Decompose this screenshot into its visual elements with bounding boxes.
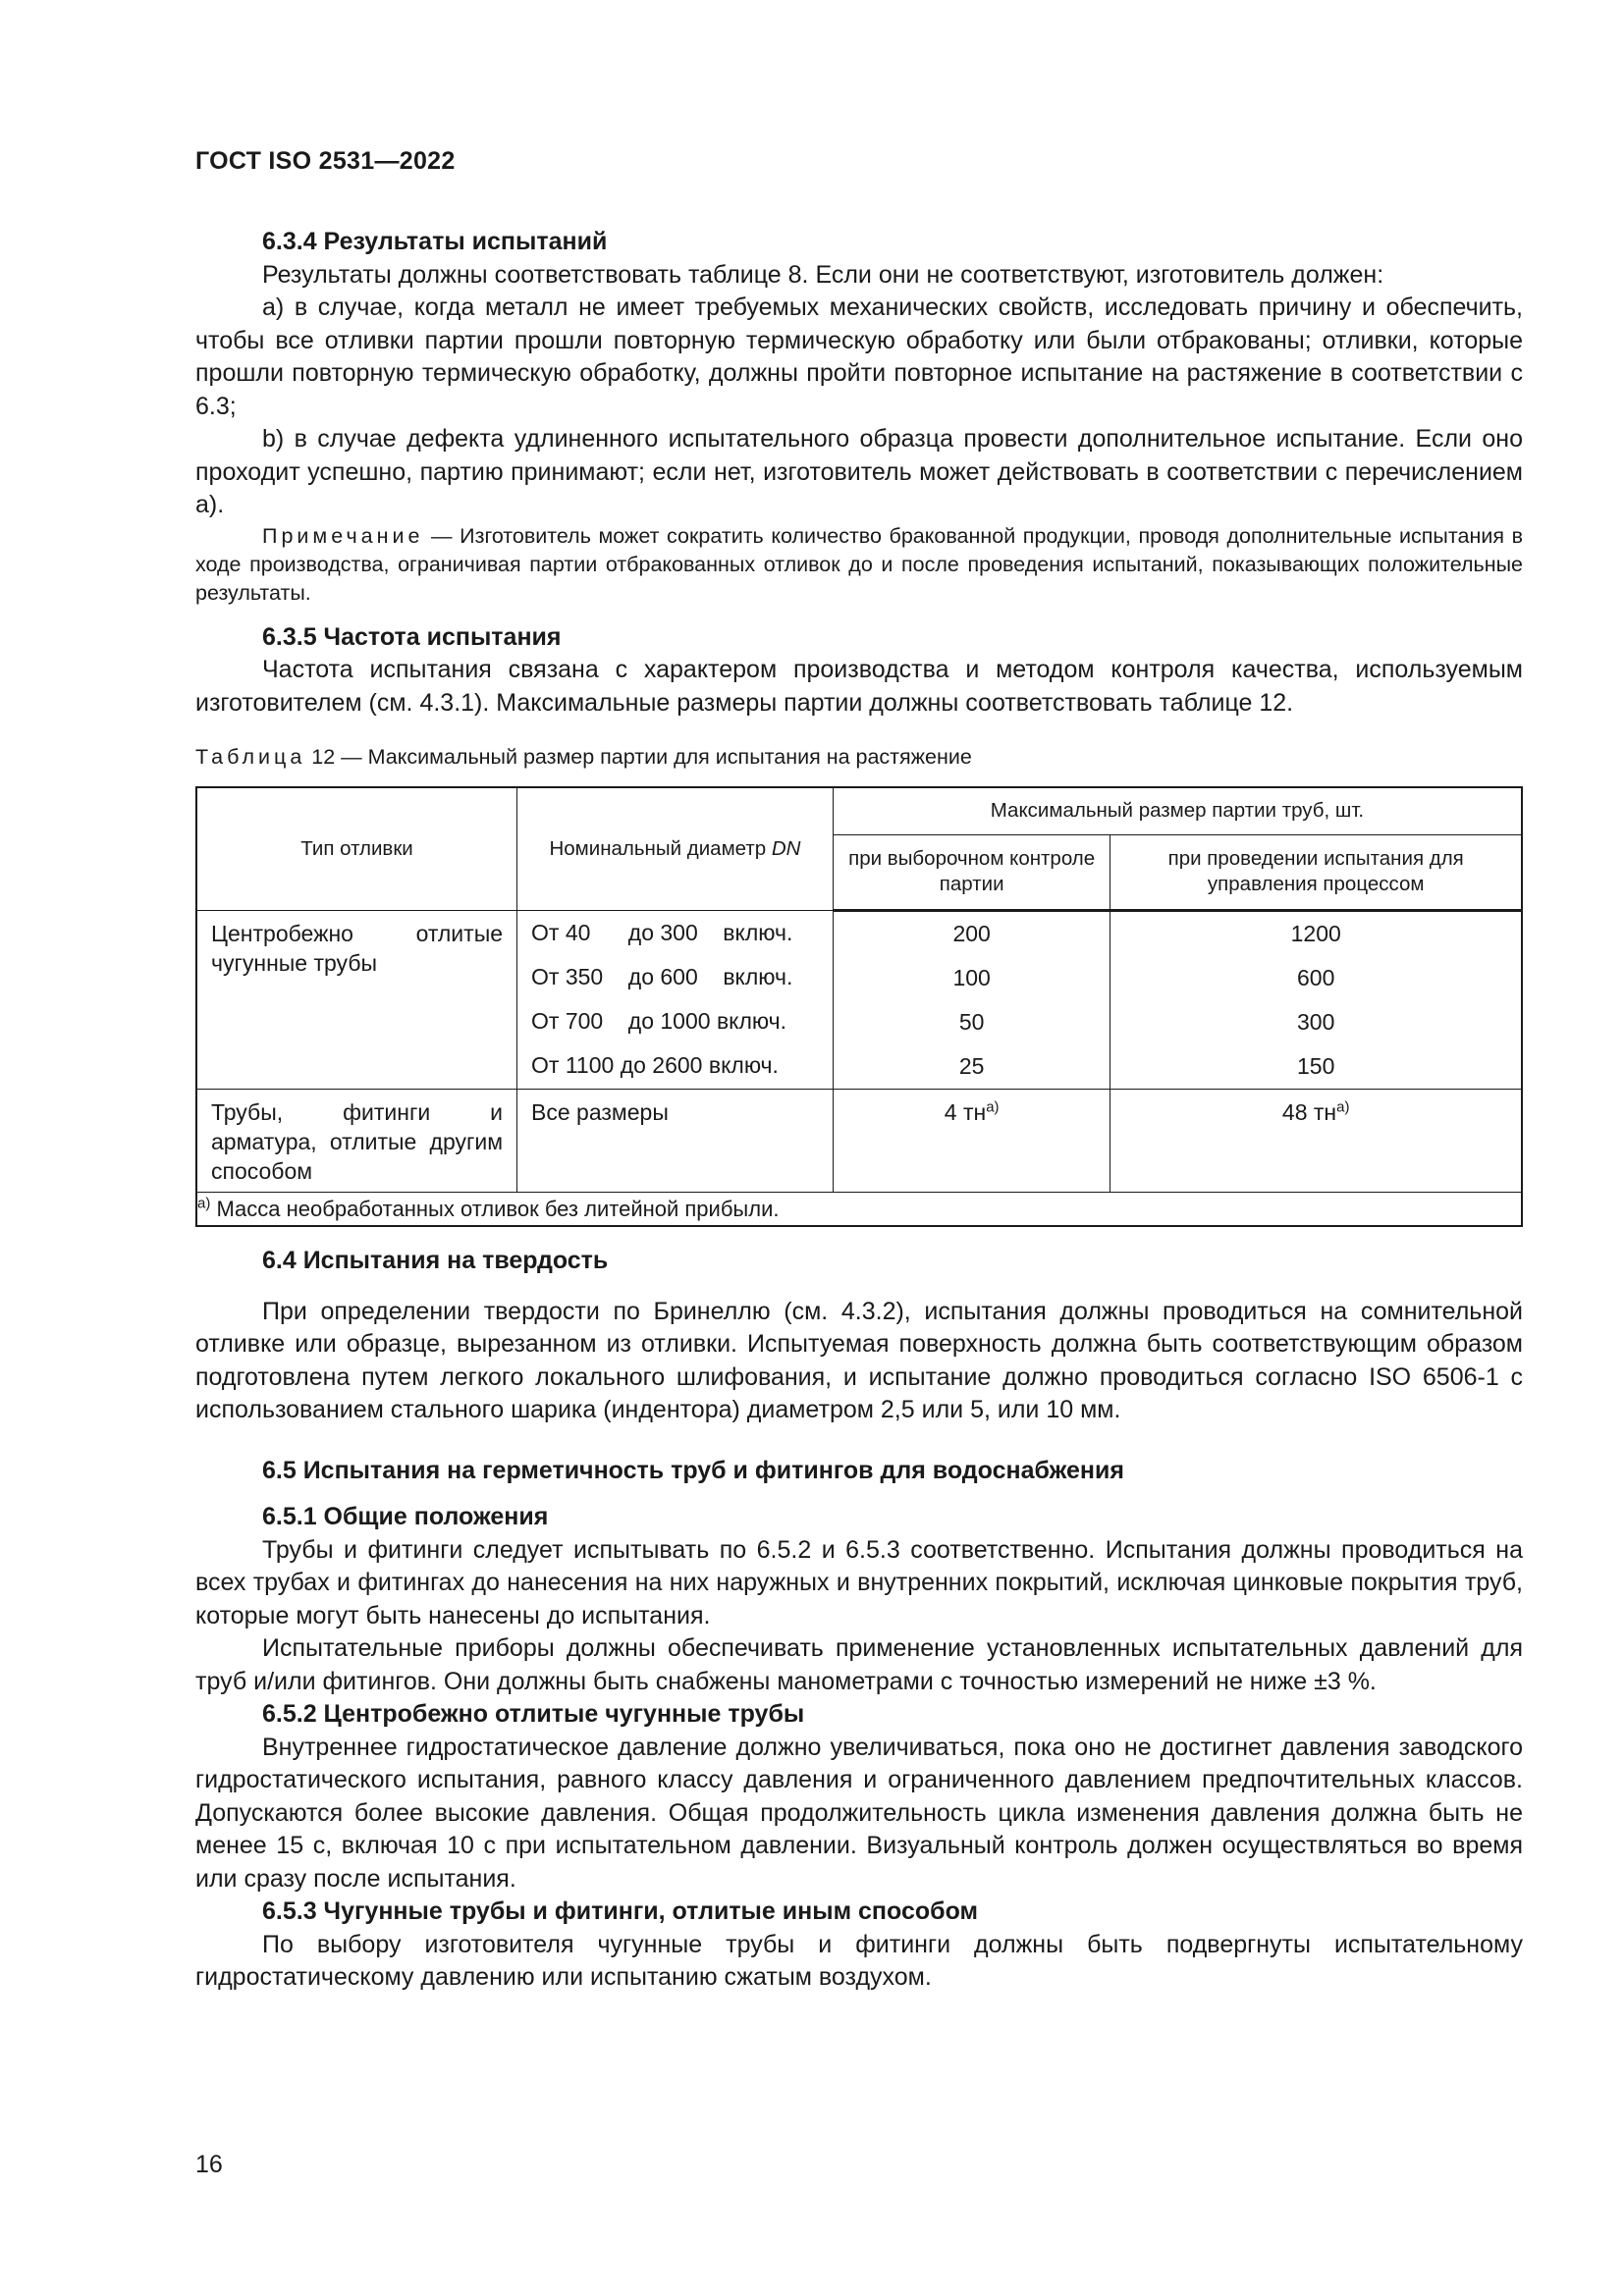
table-footnote [196, 1192, 1522, 1226]
section-6-3-5-heading: 6.3.5 Частота испытания [262, 622, 562, 651]
dn-range: От 1100 до 2600 включ. [531, 1051, 779, 1078]
table-row [196, 910, 1522, 1089]
cell-process [1110, 910, 1522, 1089]
col-header-dn [517, 787, 834, 911]
cell-process [1110, 1089, 1522, 1192]
cell-sample [833, 1089, 1110, 1192]
row2-sample: 4 тн [944, 1098, 987, 1125]
table-12 [195, 786, 1523, 1228]
cell-dn [517, 1089, 834, 1192]
dn-range: От 700 до 1000 включ. [531, 1007, 787, 1034]
table-footnote-row [196, 1192, 1522, 1226]
section-6-5-heading: 6.5 Испытания на герметичность труб и фитингов для водоснабжения [262, 1456, 1124, 1484]
footnote-mark: а) [197, 1195, 211, 1212]
dn-range: От 40 до 300 включ. [531, 919, 793, 945]
col-header-sample-control: при выборочном контроле партии [833, 835, 1110, 910]
cell-type [196, 1089, 517, 1192]
note [195, 522, 1523, 608]
section-6-4-heading: 6.4 Испытания на твердость [262, 1247, 609, 1274]
document-header: ГОСТ ISO 2531—2022 [195, 147, 456, 175]
table-caption-label: Таблица [195, 745, 306, 769]
table-caption [195, 741, 1523, 774]
section-6-5-3-paragraph: По выбору изготовителя чугунные трубы и фитинги должны быть подвергнуты испытательному гидростатическому давлению или испытанию сжатым воздухом. [195, 1930, 1523, 1991]
section-6-5-3-heading: 6.5.3 Чугунные трубы и фитинги, отлитые иным способом [262, 1897, 979, 1925]
process-value: 150 [1297, 1052, 1335, 1079]
cell-type [196, 910, 517, 1089]
col-header-max-batch: Максимальный размер партии труб, шт. [833, 787, 1522, 835]
process-value: 300 [1297, 1008, 1335, 1035]
col-header-process-control: при проведении испытания для управления процессом [1110, 835, 1522, 910]
cell-dn [517, 910, 834, 1089]
section-6-3-5-paragraph: Частота испытания связана с характером производства и методом контроля качества, используемым изготовителем (см. 4.3.1). Максимальные размеры партии должны соответствовать таблице 12. [195, 656, 1523, 717]
sample-value: 200 [952, 920, 991, 946]
cell-sample [833, 910, 1110, 1089]
document-body [195, 226, 1523, 1995]
process-value: 600 [1297, 964, 1335, 990]
footnote-text: Масса необработанных отливок без литейной прибыли. [210, 1196, 780, 1221]
row1-type: Центробежно отлитые чугунные трубы [211, 920, 504, 976]
section-6-4-paragraph: При определении твердости по Бринеллю (см. 4.3.2), испытания должны проводиться на сомнительной отливке или образце, вырезанном из отливки. Испытуемая поверхность должна быть соответствующим образом подготовлена путем легкого локального шлифования, и испытание должно проводиться согласно ISO 6506-1 с использованием стального шарика (индентора) диаметром 2,5 или 5, или 10 мм. [195, 1297, 1523, 1423]
section-6-5-2-paragraph: Внутреннее гидростатическое давление должно увеличиваться, пока оно не достигнет давления заводского гидростатического испытания, равного классу давления и ограниченного давлением предпочтительных классов. Допускаются более высокие давления. Общая продолжительность цикла изменения давления должна быть не менее 15 с, включая 10 с при испытательном давлении. Визуальный контроль должен осуществляться во время или сразу после испытания. [195, 1733, 1523, 1893]
section-6-3-4-heading: 6.3.4 Результаты испытаний [262, 228, 608, 255]
row2-process: 48 тн [1281, 1098, 1337, 1125]
table-caption-text: 12 — Максимальный размер партии для испытания на растяжение [305, 745, 972, 769]
section-6-5-1-heading: 6.5.1 Общие положения [262, 1503, 549, 1530]
sample-value: 25 [958, 1052, 985, 1079]
row2-dn: Все размеры [531, 1098, 669, 1125]
footnote-ref: а) [986, 1097, 1000, 1115]
process-value: 1200 [1290, 920, 1341, 946]
sample-value: 50 [958, 1008, 985, 1035]
section-6-5-2-heading: 6.5.2 Центробежно отлитые чугунные трубы [262, 1700, 805, 1728]
section-6-3-4-item-a: а) в случае, когда металл не имеет требуемых механических свойств, исследовать причину и обеспечить, чтобы все отливки партии прошли повторную термическую обработку или были отбракованы; отливки, которые прошли повторную термическую обработку, должны пройти повторное испытание на растяжение в соответствии с 6.3; [195, 294, 1523, 420]
row2-type: Трубы, фитинги и арматура, отлитые другим способом [211, 1098, 504, 1184]
dn-range: От 350 до 600 включ. [531, 963, 793, 989]
note-text: — Изготовитель может сократить количество бракованной продукции, проводя дополнительные испытания в ходе производства, ограничивая партии отбракованных отливок до и после проведения испытаний, показывающих положительные результаты. [195, 523, 1523, 605]
section-6-5-1-paragraph-2: Испытательные приборы должны обеспечивать применение установленных испытательных давлений для труб и/или фитингов. Они должны быть снабжены манометрами с точностью измерений не ниже ±3 %. [195, 1634, 1523, 1695]
sample-value: 100 [952, 964, 991, 990]
section-6-5-1-paragraph-1: Трубы и фитинги следует испытывать по 6.5.2 и 6.5.3 соответственно. Испытания должны проводиться на всех трубах и фитингах до нанесения на них наружных и внутренних покрытий, исключая цинковые покрытия труб, которые могут быть нанесены до испытания. [195, 1535, 1523, 1629]
section-6-3-4-item-b: b) в случае дефекта удлиненного испытательного образца провести дополнительное испытание. Если оно проходит успешно, партию принимают; если нет, изготовитель может действовать в соответствии с перечислением а). [195, 425, 1523, 518]
col-header-dn-text: Номинальный диаметр [549, 836, 772, 860]
footnote-ref: а) [1336, 1097, 1350, 1115]
table-row [196, 1089, 1522, 1192]
page-number: 16 [195, 2151, 223, 2178]
col-header-type: Тип отливки [196, 787, 517, 911]
section-6-3-4-paragraph: Результаты должны соответствовать таблице 8. Если они не соответствуют, изготовитель должен: [262, 260, 1384, 289]
note-label: Примечание [262, 523, 424, 548]
col-header-dn-italic: DN [771, 836, 801, 860]
